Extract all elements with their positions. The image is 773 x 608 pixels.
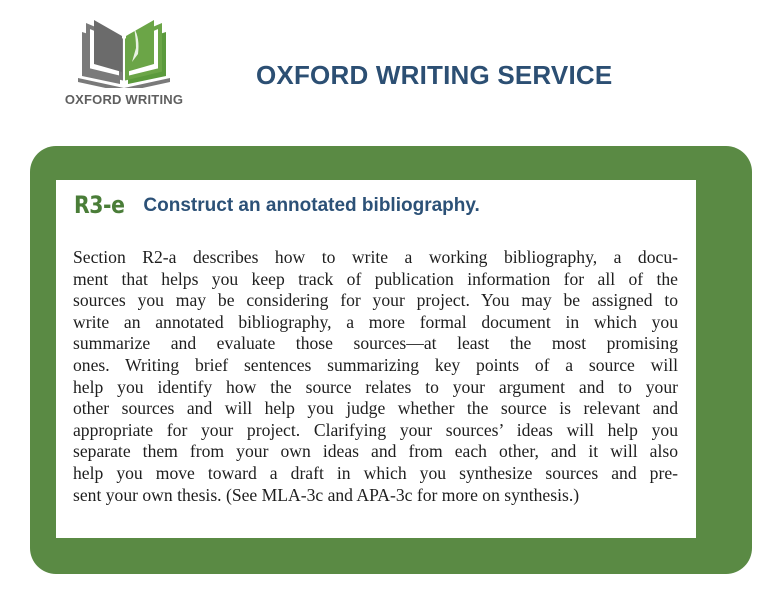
body-line: ones. Writing brief sentences summarizing key points of a source will <box>73 354 678 375</box>
body-line: other sources and will help you judge whether the source is relevant and <box>73 398 678 419</box>
open-book-icon <box>74 18 174 88</box>
body-line: sent your own thesis. (See MLA-3c and APA-3c for more on synthesis.) <box>73 484 580 505</box>
section-body <box>73 247 678 506</box>
logo-text: OXFORD WRITING <box>64 92 184 107</box>
body-line: write an annotated bibliography, a more formal document in which you <box>73 311 678 332</box>
section-code: R3-e <box>74 191 125 219</box>
oxford-writing-logo <box>48 18 200 118</box>
body-line: summarize and evaluate those sources—at least the most promising <box>73 333 678 354</box>
body-line: separate them from your own ideas and from each other, and it will also <box>73 441 678 462</box>
body-line: help you identify how the source relates to your argument and to your <box>73 376 678 397</box>
section-heading <box>74 191 480 219</box>
section-title: Construct an annotated bibliography. <box>143 195 480 216</box>
site-title: OXFORD WRITING SERVICE <box>256 60 613 90</box>
body-line: sources you may be considering for your project. You may be assigned to <box>73 290 678 311</box>
body-line: help you move toward a draft in which you synthesize sources and pre- <box>73 462 678 483</box>
body-line: Section R2-a describes how to write a working bibliography, a docu- <box>73 247 678 267</box>
body-line: appropriate for your project. Clarifying your sources’ ideas will help you <box>73 419 678 440</box>
body-line: ment that helps you keep track of publication information for all of the <box>73 268 678 289</box>
